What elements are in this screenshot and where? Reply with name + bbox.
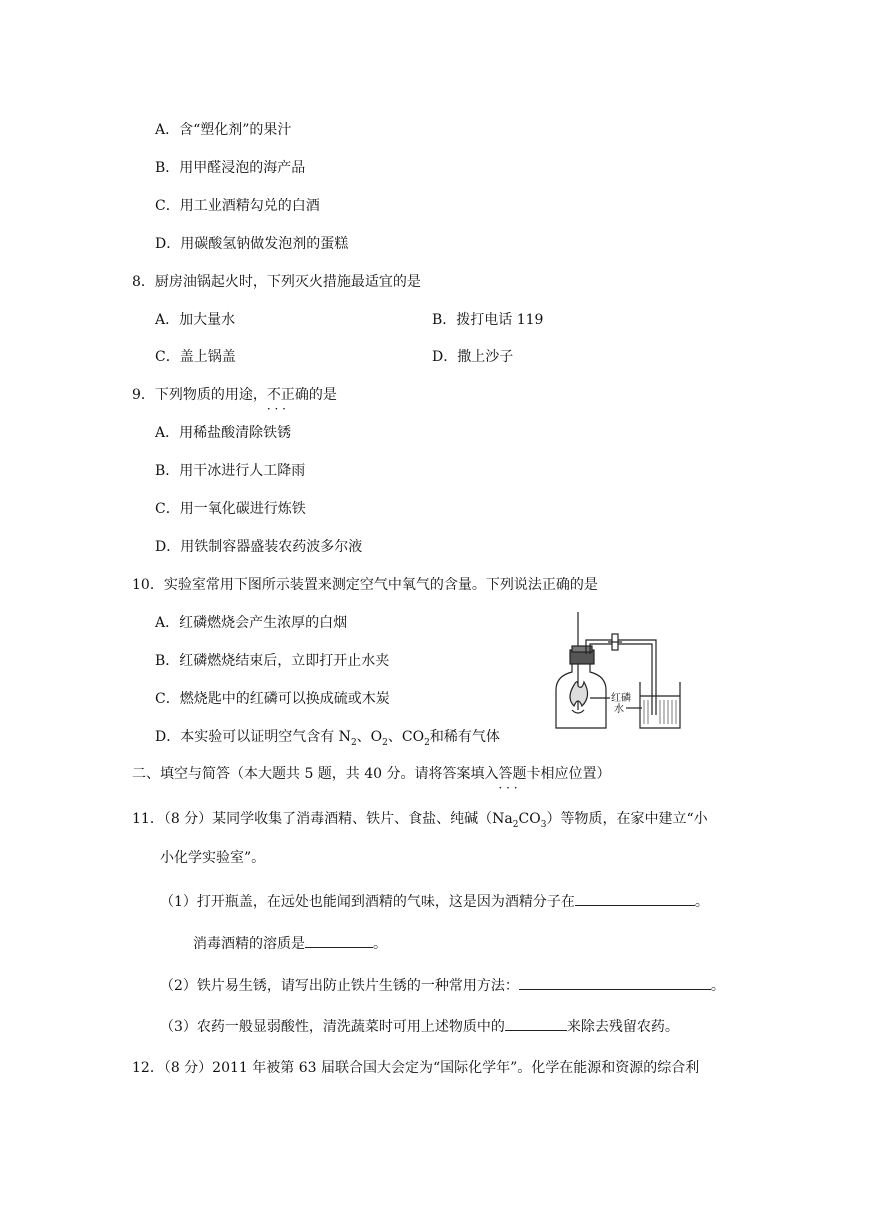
q10-d-sub2: 2 <box>382 737 388 748</box>
q10-d-pre: D．本实验可以证明空气含有 N <box>155 729 351 745</box>
q8-option-d: D．撒上沙子 <box>432 349 514 365</box>
q11-part3-end: 来除去残留农药。 <box>566 1019 679 1035</box>
q11-part1b-text: 消毒酒精的溶质是 <box>193 936 305 952</box>
q11-part1b-answer-blank[interactable] <box>305 933 373 948</box>
oxygen-measurement-apparatus-figure <box>548 610 748 735</box>
q8-option-b: B．拨打电话 119 <box>432 312 544 328</box>
q10-d-sub1: 2 <box>350 737 357 748</box>
q8-option-a: A．加大量水 <box>155 312 236 328</box>
q11-stem-line2: 小化学实验室”。 <box>160 850 266 866</box>
q10-option-a: A．红磷燃烧会产生浓厚的白烟 <box>155 615 348 631</box>
q11-stem-pre: 11．（8 分）某同学收集了消毒酒精、铁片、食盐、纯碱（Na <box>132 811 513 827</box>
q9-stem <box>132 385 337 405</box>
q10-d-post: 和稀有气体 <box>429 729 500 745</box>
q9-stem-emphasis: 不正确 · · · <box>267 387 309 403</box>
q11-part1-end: 。 <box>694 894 709 910</box>
q9-option-c: C．用一氧化碳进行炼铁 <box>155 501 306 517</box>
water-hatch <box>644 700 676 724</box>
section-2-heading-pre: 二、填空与简答（本大题共 5 题，共 40 分。请将答案填入 <box>132 766 499 782</box>
q7-option-d: D．用碳酸氢钠做发泡剂的蛋糕 <box>155 236 349 252</box>
q7-option-c: C．用工业酒精勾兑的白酒 <box>155 198 320 214</box>
q8-stem: 8．厨房油锅起火时，下列灭火措施最适宜的是 <box>132 274 421 290</box>
q11-part3-text: （3）农药一般显弱酸性，清洗蔬菜时可用上述物质中的 <box>160 1019 505 1035</box>
q7-option-b: B．用甲醛浸泡的海产品 <box>155 160 306 176</box>
q10-option-c: C．燃烧匙中的红磷可以换成硫或木炭 <box>155 691 390 707</box>
q9-stem-pre: 9．下列物质的用途， <box>132 387 267 403</box>
stopper-top <box>572 646 592 652</box>
q9-option-d: D．用铁制容器盛装农药波多尔液 <box>155 539 363 555</box>
q11-part1-answer-blank[interactable] <box>575 891 695 906</box>
q11-part2-end: 。 <box>710 978 725 994</box>
q10-d-mid1: 、O <box>356 729 383 745</box>
q11-stem-mid: CO <box>518 811 541 827</box>
q11-part3-answer-blank[interactable] <box>505 1016 567 1031</box>
q11-part1 <box>160 891 709 912</box>
q10-stem: 10．实验室常用下图所示装置来测定空气中氧气的含量。下列说法正确的是 <box>132 577 598 593</box>
figure-label-water: 水 <box>614 704 624 715</box>
q11-part2-text: （2）铁片易生锈，请写出防止铁片生锈的一种常用方法： <box>160 978 519 994</box>
q9-option-b: B．用干冰进行人工降雨 <box>155 463 306 479</box>
q11-part1-text: （1）打开瓶盖，在远处也能闻到酒精的气味，这是因为酒精分子在 <box>160 894 575 910</box>
q11-stem-line1 <box>132 809 708 835</box>
q10-d-sub3: 2 <box>424 737 430 748</box>
q9-option-a: A．用稀盐酸清除铁锈 <box>155 425 292 441</box>
q10-option-d <box>155 727 500 753</box>
q11-sub1: 2 <box>512 819 519 830</box>
spoon <box>572 710 584 713</box>
q8-option-c: C．盖上锅盖 <box>155 349 236 365</box>
q11-part2 <box>160 975 725 996</box>
q9-stem-post: 的是 <box>308 387 337 403</box>
section-2-heading-emphasis: 答题卡 · · · <box>499 766 541 782</box>
section-2-heading-post: 相应位置） <box>540 766 611 782</box>
q11-part1b <box>193 933 387 954</box>
q11-stem-post: ）等物质，在家中建立“小 <box>546 811 708 827</box>
q10-option-b: B．红磷燃烧结束后，立即打开止水夹 <box>155 653 390 669</box>
q11-sub2: 3 <box>540 819 547 830</box>
q12-stem: 12．（8 分）2011 年被第 63 届联合国大会定为“国际化学年”。化学在能源和资源的综合利 <box>132 1060 700 1076</box>
flame <box>570 682 588 706</box>
section-2-heading <box>132 764 611 784</box>
figure-label-phosphorus: 红磷 <box>611 693 631 704</box>
q11-part3 <box>160 1016 679 1037</box>
q11-part2-answer-blank[interactable] <box>519 975 711 990</box>
q7-option-a: A．含“塑化剂”的果汁 <box>155 122 292 138</box>
q11-part1b-end: 。 <box>373 936 387 952</box>
q10-d-mid2: 、CO <box>387 729 425 745</box>
